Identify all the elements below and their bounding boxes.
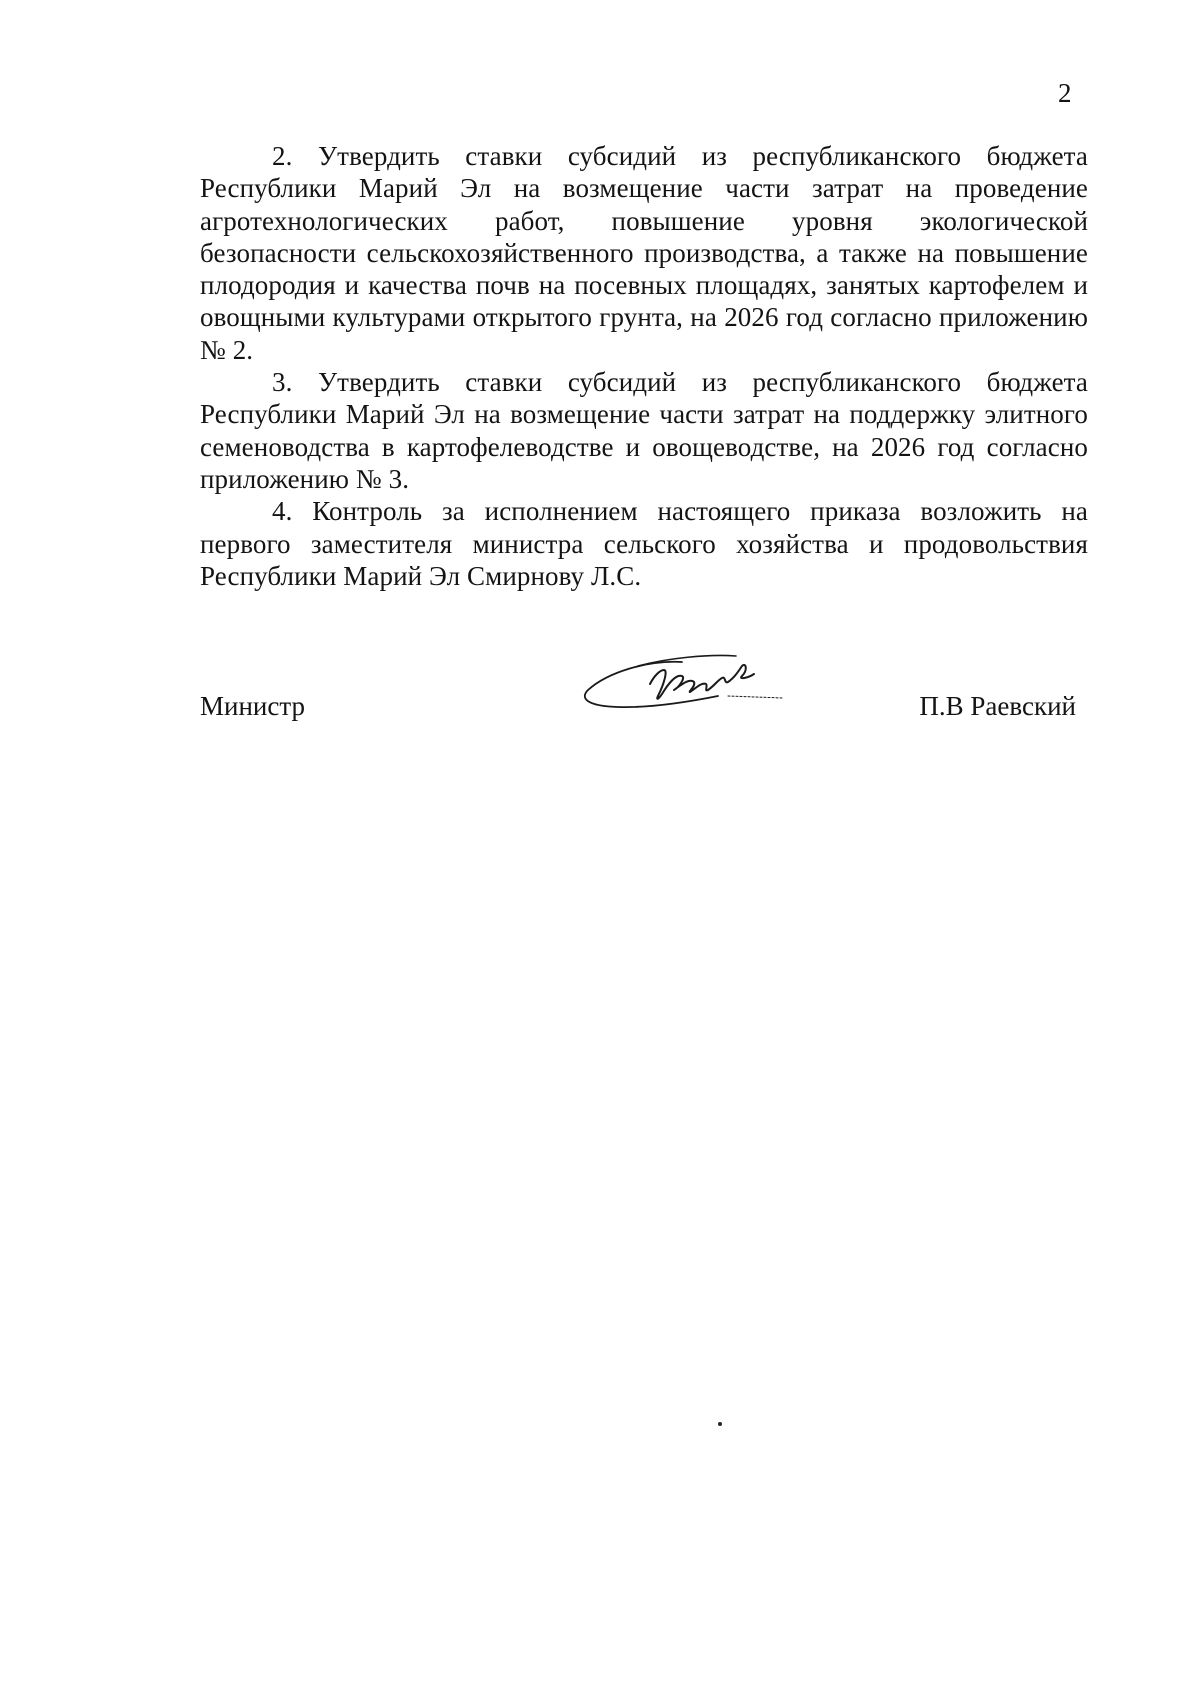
signatory-title: Министр xyxy=(200,691,305,721)
paragraph-item-2: 2. Утвердить ставки субсидий из республиканского бюджета Республики Марий Эл на возмещение части затрат на проведение агротехнологических работ, повышение уровня экологической безопасности сельскохозяйственного производства, а также на повышение плодородия и качества почв на посевных площадях, занятых картофелем и овощными культурами открытого грунта, на 2026 год согласно приложению № 2. xyxy=(200,141,1088,365)
paragraph-item-3: 3. Утвердить ставки субсидий из республиканского бюджета Республики Марий Эл на возмещение части затрат на поддержку элитного семеноводства в картофелеводстве и овощеводстве, на 2026 год согласно приложению № 3. xyxy=(200,367,1088,494)
document-body xyxy=(200,140,1088,592)
stray-mark xyxy=(718,1422,722,1426)
paragraph-item-4: 4. Контроль за исполнением настоящего приказа возложить на первого заместителя министра сельского хозяйства и продовольствия Республики Марий Эл Смирнову Л.С. xyxy=(200,496,1088,591)
page-number: 2 xyxy=(1058,78,1072,108)
handwritten-signature xyxy=(578,648,783,728)
signatory-name: П.В Раевский xyxy=(919,691,1076,721)
